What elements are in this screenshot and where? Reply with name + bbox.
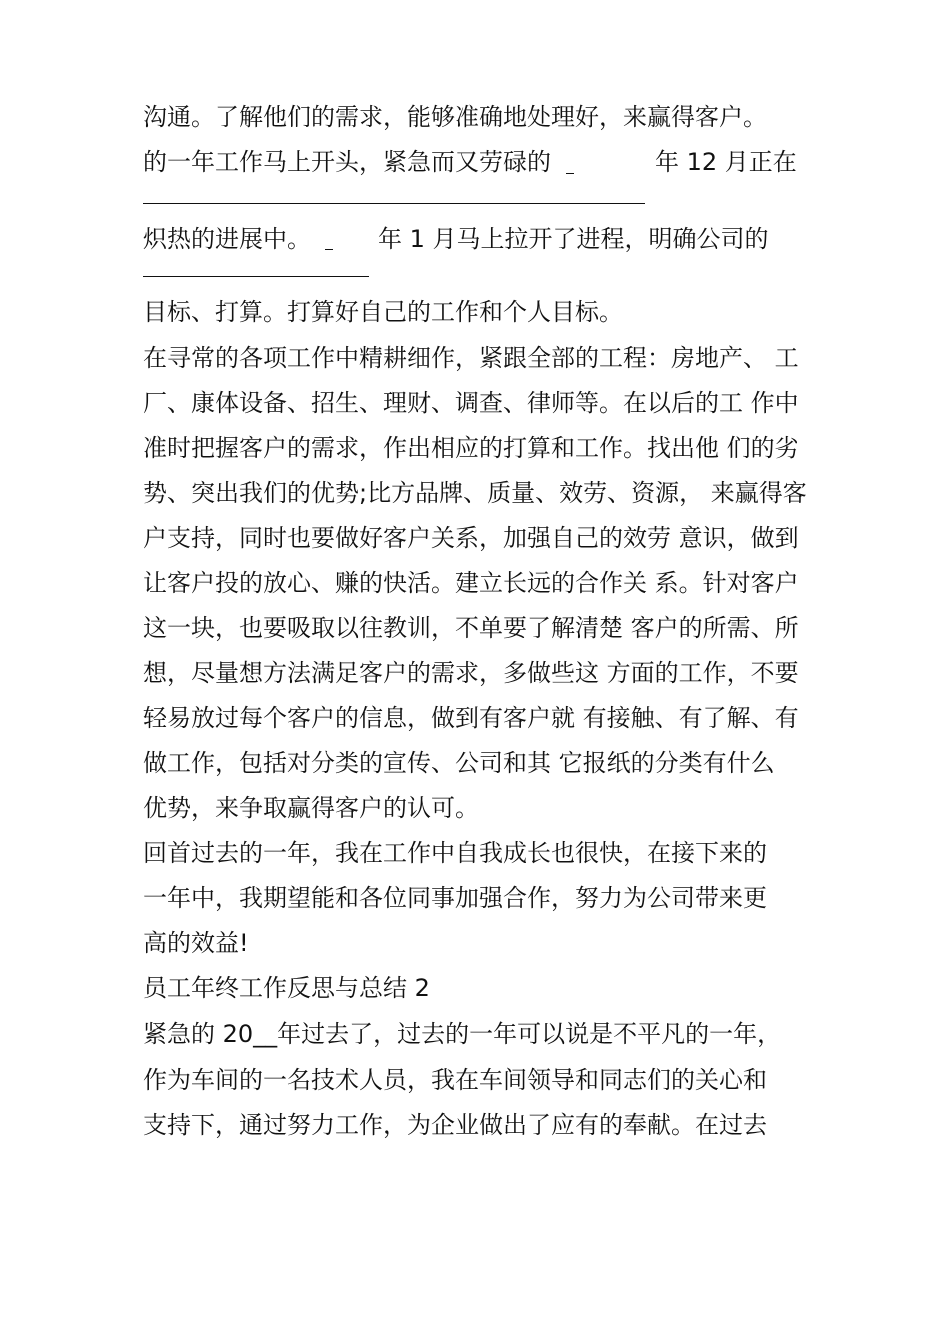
text-line: 一年中，我期望能和各位同事加强合作，努力为公司带来更 — [143, 884, 767, 912]
underline-rule — [143, 276, 369, 277]
underline-rule — [143, 203, 645, 204]
text-line: 高的效益! — [143, 929, 249, 957]
text-line: 想，尽量想方法满足客户的需求，多做些这 方面的工作，不要 — [143, 659, 799, 687]
text-line: 年 12 月正在 — [655, 148, 797, 176]
text-line: 准时把握客户的需求，作出相应的打算和工作。找出他 们的劣 — [143, 434, 799, 462]
text-line: 炽热的进展中。 — [143, 225, 311, 253]
text-line: 做工作，包括对分类的宣传、公司和其 它报纸的分类有什么 — [143, 749, 775, 777]
blank-dash — [566, 173, 574, 174]
text-line: 年 1 月马上拉开了进程，明确公司的 — [378, 225, 769, 253]
text-line: 沟通。了解他们的需求，能够准确地处理好，来赢得客户。 — [143, 103, 767, 131]
text-line: 让客户投的放心、赚的快活。建立长远的合作关 系。针对客户 — [143, 569, 799, 597]
text-line: 势、突出我们的优势;比方品牌、质量、效劳、资源， 来赢得客 — [143, 479, 807, 507]
text-line: 紧急的 20__年过去了，过去的一年可以说是不平凡的一年， — [143, 1020, 782, 1048]
text-line: 目标、打算。打算好自己的工作和个人目标。 — [143, 298, 623, 326]
text-line: 户支持，同时也要做好客户关系，加强自己的效劳 意识，做到 — [143, 524, 799, 552]
section-heading: 员工年终工作反思与总结 2 — [143, 974, 430, 1002]
blank-dash — [325, 249, 333, 250]
text-line: 作为车间的一名技术人员，我在车间领导和同志们的关心和 — [143, 1066, 767, 1094]
text-line: 厂、康体设备、招生、理财、调查、律师等。在以后的工 作中 — [143, 389, 799, 417]
text-line: 轻易放过每个客户的信息，做到有客户就 有接触、有了解、有 — [143, 704, 799, 732]
text-line: 的一年工作马上开头，紧急而又劳碌的 — [143, 148, 551, 176]
text-line: 回首过去的一年，我在工作中自我成长也很快，在接下来的 — [143, 839, 767, 867]
text-line: 优势，来争取赢得客户的认可。 — [143, 794, 479, 822]
text-line: 在寻常的各项工作中精耕细作，紧跟全部的工程：房地产、 工 — [143, 344, 799, 372]
text-line: 支持下，通过努力工作，为企业做出了应有的奉献。在过去 — [143, 1111, 767, 1139]
text-line: 这一块，也要吸取以往教训，不单要了解清楚 客户的所需、所 — [143, 614, 799, 642]
